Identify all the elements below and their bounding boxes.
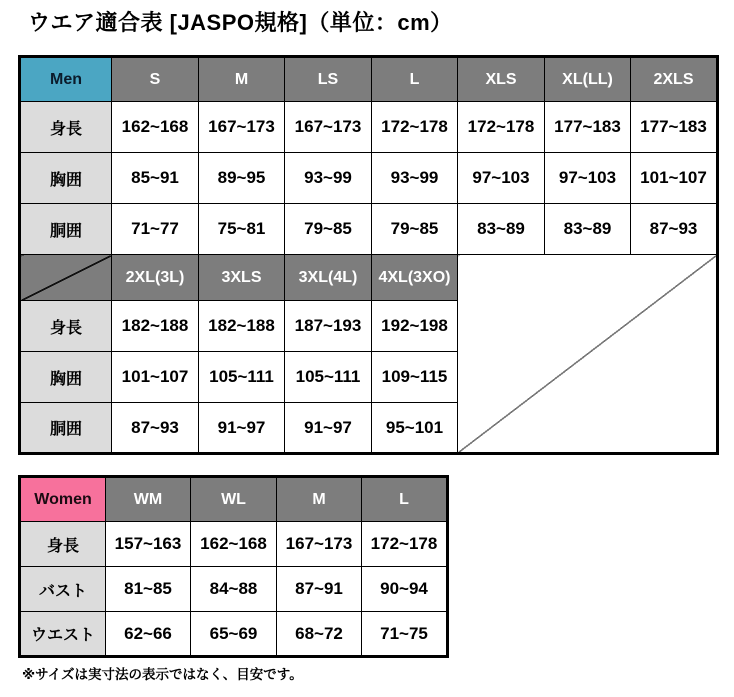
value-cell: 177~183 <box>545 102 631 153</box>
value-cell: 62~66 <box>106 612 191 657</box>
value-cell: 93~99 <box>372 153 458 204</box>
women-header-row <box>20 477 448 522</box>
size-header-cell: M <box>199 57 285 102</box>
value-cell: 109~115 <box>372 352 458 403</box>
men-header-row <box>20 57 718 102</box>
men-header-row-2 <box>20 255 718 301</box>
page-title: ウエア適合表 [JASPO規格]（単位：cm） <box>28 10 453 35</box>
value-cell: 68~72 <box>277 612 362 657</box>
row-label-cell: 胸囲 <box>20 153 112 204</box>
row-label-cell: ウエスト <box>20 612 106 657</box>
value-cell: 162~168 <box>112 102 199 153</box>
value-cell: 192~198 <box>372 301 458 352</box>
men-waist-row <box>20 204 718 255</box>
value-cell: 105~111 <box>199 352 285 403</box>
value-cell: 89~95 <box>199 153 285 204</box>
value-cell: 97~103 <box>458 153 545 204</box>
women-waist-row <box>20 612 448 657</box>
row-label-cell: 身長 <box>20 102 112 153</box>
value-cell: 93~99 <box>285 153 372 204</box>
value-cell: 81~85 <box>106 567 191 612</box>
value-cell: 172~178 <box>458 102 545 153</box>
row-label-cell: 胴囲 <box>20 204 112 255</box>
value-cell: 65~69 <box>191 612 277 657</box>
size-header-cell: L <box>372 57 458 102</box>
row-label-cell: 身長 <box>20 522 106 567</box>
value-cell: 167~173 <box>285 102 372 153</box>
size-header-cell: 4XL(3XO) <box>372 255 458 301</box>
value-cell: 101~107 <box>112 352 199 403</box>
size-header-cell: WM <box>106 477 191 522</box>
value-cell: 101~107 <box>631 153 718 204</box>
empty-merged-diagonal-cell <box>458 255 718 454</box>
women-size-table <box>18 475 449 658</box>
value-cell: 85~91 <box>112 153 199 204</box>
men-chest-row <box>20 153 718 204</box>
women-height-row <box>20 522 448 567</box>
value-cell: 167~173 <box>199 102 285 153</box>
size-header-cell: M <box>277 477 362 522</box>
value-cell: 162~168 <box>191 522 277 567</box>
size-header-cell: 3XLS <box>199 255 285 301</box>
value-cell: 87~91 <box>277 567 362 612</box>
value-cell: 87~93 <box>631 204 718 255</box>
row-label-cell: 身長 <box>20 301 112 352</box>
blank-diagonal-cell <box>20 255 112 301</box>
value-cell: 177~183 <box>631 102 718 153</box>
men-height-row <box>20 102 718 153</box>
value-cell: 172~178 <box>362 522 448 567</box>
women-bust-row <box>20 567 448 612</box>
row-label-cell: バスト <box>20 567 106 612</box>
value-cell: 90~94 <box>362 567 448 612</box>
value-cell: 167~173 <box>277 522 362 567</box>
size-header-cell: L <box>362 477 448 522</box>
value-cell: 83~89 <box>545 204 631 255</box>
value-cell: 84~88 <box>191 567 277 612</box>
value-cell: 79~85 <box>372 204 458 255</box>
value-cell: 83~89 <box>458 204 545 255</box>
size-header-cell: WL <box>191 477 277 522</box>
size-header-cell: S <box>112 57 199 102</box>
size-header-cell: LS <box>285 57 372 102</box>
value-cell: 105~111 <box>285 352 372 403</box>
value-cell: 97~103 <box>545 153 631 204</box>
size-header-cell: 2XLS <box>631 57 718 102</box>
value-cell: 157~163 <box>106 522 191 567</box>
value-cell: 187~193 <box>285 301 372 352</box>
value-cell: 71~77 <box>112 204 199 255</box>
size-header-cell: 2XL(3L) <box>112 255 199 301</box>
size-header-cell: XLS <box>458 57 545 102</box>
value-cell: 71~75 <box>362 612 448 657</box>
value-cell: 75~81 <box>199 204 285 255</box>
size-header-cell: 3XL(4L) <box>285 255 372 301</box>
value-cell: 95~101 <box>372 403 458 454</box>
value-cell: 172~178 <box>372 102 458 153</box>
size-header-cell: XL(LL) <box>545 57 631 102</box>
value-cell: 91~97 <box>199 403 285 454</box>
footnote: ※サイズは実寸法の表示ではなく、目安です。 <box>22 667 303 682</box>
men-size-table <box>18 55 719 455</box>
value-cell: 87~93 <box>112 403 199 454</box>
value-cell: 182~188 <box>199 301 285 352</box>
men-corner-cell: Men <box>20 57 112 102</box>
value-cell: 182~188 <box>112 301 199 352</box>
row-label-cell: 胸囲 <box>20 352 112 403</box>
value-cell: 91~97 <box>285 403 372 454</box>
value-cell: 79~85 <box>285 204 372 255</box>
row-label-cell: 胴囲 <box>20 403 112 454</box>
women-corner-cell: Women <box>20 477 106 522</box>
